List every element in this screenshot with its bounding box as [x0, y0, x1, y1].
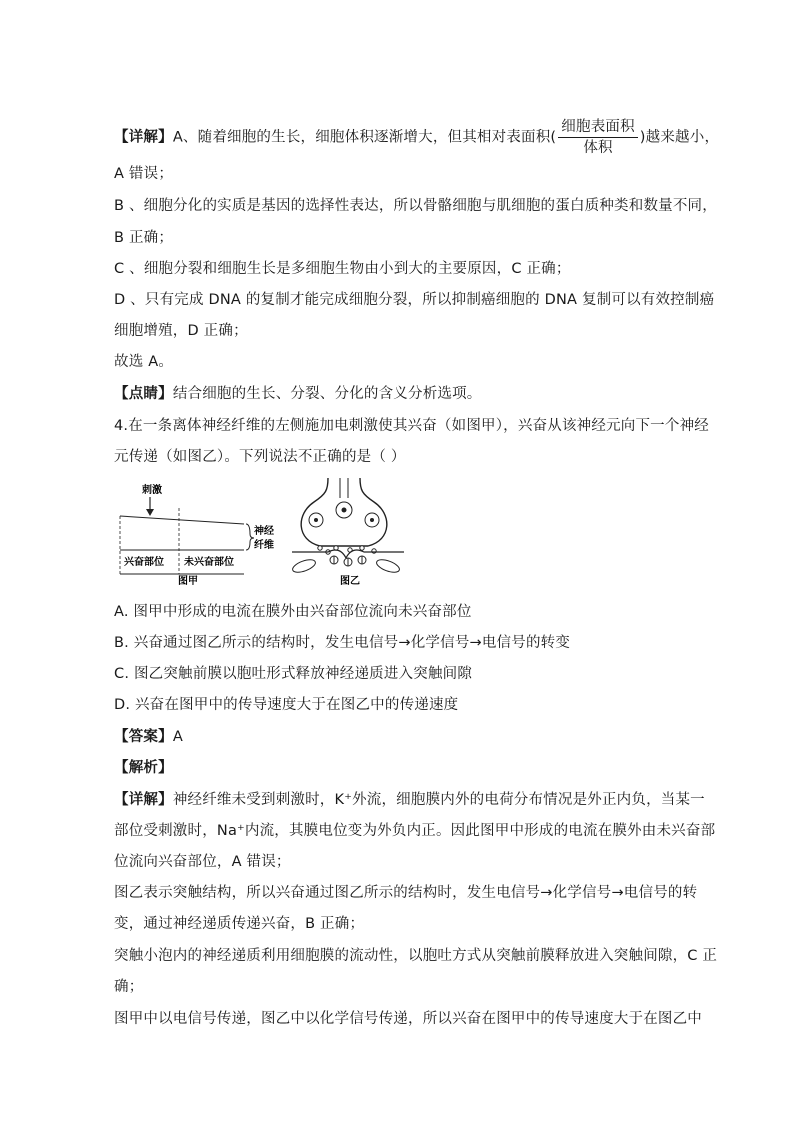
line-8: 故选 A。: [114, 354, 174, 370]
detail-line-7: 确；: [114, 979, 144, 995]
neurotransmitter-dots: [318, 546, 376, 554]
mitochondrion: [291, 557, 317, 575]
analysis-label: 【解析】: [114, 760, 173, 776]
detail-line-5: 变，通过神经递质传递兴奋，B 正确；: [114, 916, 365, 932]
synaptic-vesicles: [309, 502, 379, 527]
bracket-label: 【详解】: [114, 792, 173, 808]
detail-line-2: 部位受刺激时，Na⁺内流，其膜电位变为外负内正。因此图甲中形成的电流在膜外由未兴奋部: [114, 823, 716, 839]
fraction: [558, 117, 638, 158]
line-7: 细胞增殖，D 正确；: [114, 323, 248, 339]
fraction-denominator: 体积: [583, 140, 613, 156]
receptors: [330, 556, 366, 566]
text: )越来越小，: [639, 129, 720, 146]
excited-region-label: 兴奋部位: [124, 557, 164, 568]
option-c: C. 图乙突触前膜以胞吐形式释放神经递质进入突触间隙: [114, 666, 473, 682]
arrow-head: [146, 509, 154, 516]
bracket-label: 【点睛】: [114, 386, 173, 402]
text: 神经纤维未受到刺激时，K⁺外流，细胞膜内外的电荷分布情况是外正内负，当某一: [172, 792, 705, 808]
figure-a: [116, 478, 276, 588]
stimulus-label: 刺激: [142, 485, 162, 496]
fiber-label-1: 神经: [254, 526, 274, 537]
answer-label: 【答案】: [114, 729, 173, 745]
detail-line-8: 图甲中以电信号传递，图乙中以化学信号传递，所以兴奋在图甲中的传导速度大于在图乙中: [114, 1011, 702, 1027]
mitochondrion: [375, 557, 401, 575]
detail-line-1: [114, 790, 705, 810]
question-4-line-2: 元传递（如图乙）。下列说法不正确的是（ ）: [114, 449, 406, 465]
line-1: [114, 117, 720, 158]
line-3: B 、细胞分化的实质是基因的选择性表达，所以骨骼细胞与肌细胞的蛋白质种类和数量不同，: [114, 198, 717, 214]
question-4-line-1: 4.在一条离体神经纤维的左侧施加电刺激使其兴奋（如图甲），兴奋从该神经元向下一个神经: [114, 418, 709, 434]
detail-line-4: 图乙表示突触结构，所以兴奋通过图乙所示的结构时，发生电信号→化学信号→电信号的转: [114, 885, 698, 901]
line-6: D 、只有完成 DNA 的复制才能完成细胞分裂，所以抑制癌细胞的 DNA 复制可以有效控制癌: [114, 292, 715, 308]
answer-line: [114, 727, 689, 747]
option-a: A. 图甲中形成的电流在膜外由兴奋部位流向未兴奋部位: [114, 604, 472, 620]
option-d: D. 兴奋在图甲中的传导速度大于在图乙中的传递速度: [114, 697, 459, 713]
fraction-numerator: 细胞表面积: [558, 117, 638, 138]
detail-line-3: 位流向兴奋部位，A 错误；: [114, 854, 291, 870]
figure-b: [288, 476, 408, 588]
line-5: C 、细胞分裂和细胞生长是多细胞生物由小到大的主要原因，C 正确；: [114, 261, 571, 277]
option-b: B. 兴奋通过图乙所示的结构时，发生电信号→化学信号→电信号的转变: [114, 635, 571, 651]
line-2: A 错误；: [114, 166, 174, 182]
unexcited-region-label: 未兴奋部位: [184, 557, 234, 568]
detail-line-6: 突触小泡内的神经递质利用细胞膜的流动性，以胞吐方式从突触前膜释放进入突触间隙，C 正: [114, 948, 718, 964]
answer-value: A: [172, 729, 183, 745]
text: 结合细胞的生长、分裂、分化的含义分析选项。: [172, 386, 482, 402]
fiber-label-2: 纤维: [254, 540, 274, 551]
line-9: [114, 384, 689, 404]
fiber-top-membrane: [120, 516, 244, 524]
fiber-brace: [246, 524, 254, 550]
figure-b-caption: 图乙: [340, 576, 360, 587]
line-4: B 正确；: [114, 230, 174, 246]
text: A、随着细胞的生长，细胞体积逐渐增大，但其相对表面积(: [172, 129, 557, 146]
figure-a-caption: 图甲: [178, 576, 198, 587]
bracket-label: 【详解】: [114, 129, 173, 146]
